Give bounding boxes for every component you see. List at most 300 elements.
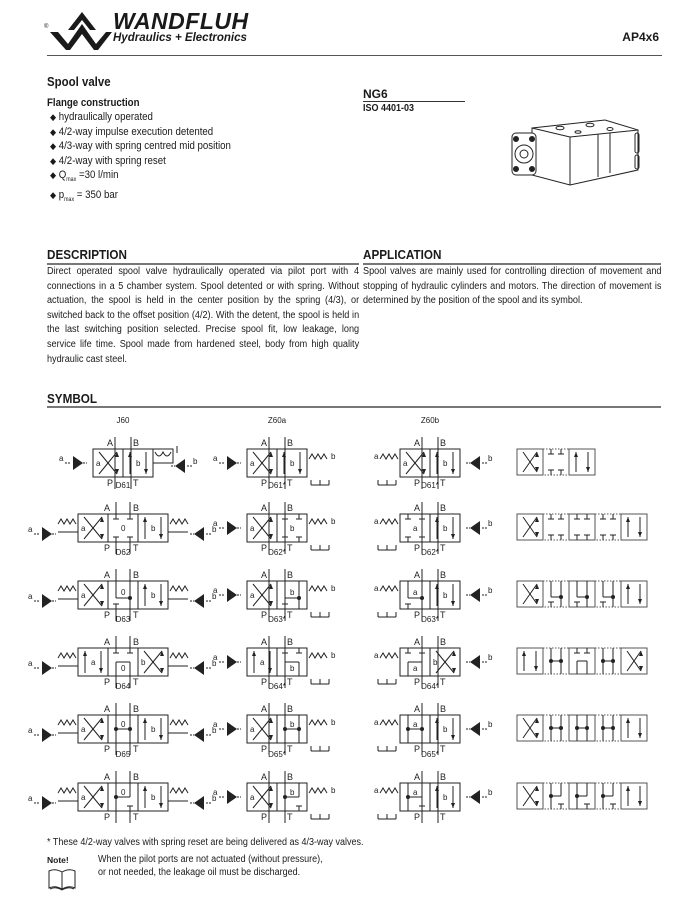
symbol-label: b	[443, 524, 448, 533]
symbol-label: B	[133, 704, 140, 714]
symbol-d64-star	[374, 682, 493, 755]
spring-icon	[380, 519, 398, 524]
symbol-label: D65	[115, 750, 131, 759]
wandfluh-logo	[50, 10, 112, 50]
detent-icon	[155, 452, 171, 456]
symbol-label: b	[290, 588, 295, 597]
symbol-label: A	[413, 704, 420, 714]
symbol-label: D62*	[421, 548, 439, 557]
pilot-triangle-icon	[42, 661, 52, 675]
pilot-triangle-icon	[470, 521, 480, 535]
symbol-label: b	[488, 788, 493, 797]
symbol-label: a	[81, 725, 86, 734]
junction-dot	[297, 727, 301, 731]
spring-icon	[58, 788, 76, 793]
symbol-label: b	[331, 651, 336, 660]
spring-icon	[170, 788, 188, 793]
pilot-triangle-icon	[194, 527, 204, 541]
symbol-label: b	[290, 664, 295, 673]
junction-dot	[297, 596, 301, 600]
symbol-label: D64*	[421, 682, 439, 691]
symbol-label: T	[440, 812, 446, 822]
application-heading: APPLICATION	[363, 247, 442, 262]
symbol-label: b	[488, 454, 493, 463]
arrow-head	[159, 601, 163, 606]
strip-cell	[517, 648, 543, 674]
symbol-label: T	[440, 677, 446, 687]
spring-icon	[58, 519, 76, 524]
strip-cell	[621, 783, 647, 809]
symbol-d61-star	[213, 481, 336, 554]
symbol-label: B	[287, 438, 294, 448]
pilot-triangle-icon	[194, 594, 204, 608]
symbol-label: T	[440, 478, 446, 488]
symbol-label: A	[103, 570, 110, 580]
symbol-label: a	[374, 718, 379, 727]
symbol-label: a	[213, 454, 218, 463]
junction-dot	[114, 795, 118, 799]
pilot-triangle-icon	[42, 527, 52, 541]
symbol-label: a	[213, 720, 218, 729]
nominal-size: NG6	[363, 87, 388, 101]
symbol-label: T	[133, 812, 139, 822]
symbol-label: B	[133, 438, 140, 448]
junction-dot	[128, 727, 132, 731]
arrow-head	[638, 532, 642, 537]
symbol-label: P	[103, 677, 110, 687]
symbol-label: D61*	[421, 481, 439, 490]
symbol-d65-star	[374, 750, 493, 823]
spring-icon	[309, 720, 327, 725]
symbol-label: b	[212, 659, 217, 668]
symbol-label: b	[151, 725, 156, 734]
symbol-label: a	[260, 658, 265, 667]
arrow-head	[159, 735, 163, 740]
feature-item: ◆ hydraulically operated	[50, 111, 153, 123]
brand-tagline: Hydraulics + Electronics	[113, 32, 247, 44]
bullet-icon: ◆	[50, 141, 57, 152]
symbol-label: T	[133, 478, 139, 488]
symbol-strip	[517, 648, 647, 674]
junction-dot	[601, 659, 605, 663]
symbol-label: T	[287, 610, 293, 620]
symbol-label: b	[488, 586, 493, 595]
symbol-label: 0	[121, 664, 126, 673]
symbol-label: P	[103, 744, 110, 754]
symbol-label: 0	[121, 588, 126, 597]
junction-dot	[559, 659, 563, 663]
symbol-label: P	[103, 812, 110, 822]
symbol-label: a	[28, 726, 33, 735]
pilot-triangle-icon	[470, 790, 480, 804]
strip-cell	[543, 449, 569, 475]
symbol-strip	[517, 514, 647, 540]
arrow-head	[83, 651, 87, 656]
footnote: * These 4/2-way valves with spring reset are being delivered as 4/3-way valves.	[47, 837, 364, 848]
symbol-label: T	[440, 543, 446, 553]
junction-dot	[601, 726, 605, 730]
symbol-d62	[28, 548, 217, 621]
product-code: AP4x6	[622, 30, 659, 44]
symbol-label: b	[290, 788, 295, 797]
symbol-d65	[28, 750, 217, 823]
symbol-label: D62	[115, 548, 131, 557]
symbol-label: b	[443, 793, 448, 802]
spring-icon	[170, 586, 188, 591]
header-divider	[47, 55, 662, 56]
symbol-label: a	[250, 591, 255, 600]
spring-icon	[309, 586, 327, 591]
symbol-label: b	[212, 726, 217, 735]
symbol-label: b	[488, 653, 493, 662]
junction-dot	[585, 726, 589, 730]
strip-cell	[621, 581, 647, 607]
symbol-label: B	[287, 570, 294, 580]
symbol-label: b	[141, 658, 146, 667]
symbol-label: 0	[121, 720, 126, 729]
arrow-head	[451, 601, 455, 606]
spring-icon	[58, 653, 76, 658]
book-icon	[47, 867, 77, 896]
symbol-label: a	[81, 524, 86, 533]
symbol-label: D63*	[268, 615, 286, 624]
symbol-label: b	[488, 720, 493, 729]
symbol-label: a	[213, 653, 218, 662]
arrow-head	[143, 786, 147, 791]
junction-dot	[549, 726, 553, 730]
symbol-label: D64	[115, 682, 131, 691]
symbol-label: T	[287, 478, 293, 488]
pilot-triangle-icon	[470, 456, 480, 470]
spring-icon	[170, 653, 188, 658]
symbol-label: A	[413, 772, 420, 782]
pilot-triangle-icon	[194, 661, 204, 675]
spring-icon	[58, 720, 76, 725]
symbol-label: b	[290, 459, 295, 468]
symbol-label: b	[151, 793, 156, 802]
symbol-label: B	[133, 503, 140, 513]
pilot-triangle-icon	[227, 722, 237, 736]
symbol-d64	[28, 682, 217, 755]
spool-valve-drawing-icon	[510, 115, 640, 190]
arrow-head	[626, 718, 630, 723]
pilot-triangle-icon	[42, 796, 52, 810]
spring-icon	[309, 788, 327, 793]
bullet-icon: ◆	[50, 155, 57, 166]
symbol-label: b	[443, 459, 448, 468]
symbol-label: a	[250, 524, 255, 533]
symbol-label: a	[413, 524, 418, 533]
symbol-label: B	[133, 637, 140, 647]
symbol-label: 0	[121, 524, 126, 533]
symbol-label: B	[440, 438, 447, 448]
symbol-label: T	[133, 610, 139, 620]
symbol-label: A	[103, 704, 110, 714]
symbol-label: B	[440, 637, 447, 647]
junction-dot	[601, 794, 605, 798]
symbol-label: a	[374, 517, 379, 526]
symbol-label: b	[212, 525, 217, 534]
symbol-label: a	[413, 720, 418, 729]
pilot-triangle-icon	[227, 588, 237, 602]
symbol-label: B	[440, 570, 447, 580]
pilot-triangle-icon	[194, 728, 204, 742]
symbol-label: P	[103, 543, 110, 553]
symbol-label: a	[59, 454, 64, 463]
feature-q-max: ◆ $Q_{max} =30$ l/min	[50, 169, 119, 184]
symbol-label: D63*	[421, 615, 439, 624]
symbol-label: b	[433, 658, 438, 667]
symbol-strip	[517, 581, 647, 607]
arrow-head	[143, 584, 147, 589]
symbol-label: P	[413, 610, 420, 620]
symbol-label: b	[136, 459, 141, 468]
application-text: Spool valves are mainly used for controlling direction of movement and stopping of hydraulic cylinders and motors. The direction of movement is determined by the position of the spool and its symbol.	[363, 266, 662, 307]
symbol-label: B	[133, 772, 140, 782]
symbol-label: P	[260, 543, 267, 553]
arrow-head	[298, 469, 302, 474]
symbol-diagrams	[0, 415, 689, 835]
symbol-label: A	[103, 637, 110, 647]
symbol-label: a	[413, 588, 418, 597]
arrow-head	[626, 584, 630, 589]
valve-illustration	[510, 115, 640, 190]
symbol-label: P	[103, 610, 110, 620]
symbol-label: T	[133, 677, 139, 687]
pilot-triangle-icon	[227, 790, 237, 804]
symbol-label: T	[440, 610, 446, 620]
symbol-label: a	[374, 452, 379, 461]
symbol-label: A	[413, 438, 420, 448]
symbol-label: A	[260, 438, 267, 448]
symbol-label: B	[133, 570, 140, 580]
symbol-d65-star	[213, 750, 336, 823]
symbol-label: P	[260, 610, 267, 620]
symbol-label: a	[213, 788, 218, 797]
symbol-label: T	[440, 744, 446, 754]
symbol-label: A	[260, 503, 267, 513]
symbol-label: T	[133, 744, 139, 754]
arrow-head	[252, 651, 256, 656]
feature-item: ◆ 4/2-way impulse execution detented	[50, 125, 214, 138]
description-text: Direct operated spool valve hydraulically operated via pilot port with 4 connections in a 5 chamber system. Spool detented or with spring. Without actuation, the spool is held in the center position by the spring (4/3), or switched back to the offset position (4/2). With the detent, the spool is held in the last switching position selected. Precise spool fit, low leakage, long service life time. Spool made from hardened steel, body from high quality hydraulic cast steel.	[47, 266, 360, 365]
symbol-label: D61*	[268, 481, 286, 490]
symbol-strip	[517, 715, 647, 741]
symbol-label: D64*	[268, 682, 286, 691]
arrow-head	[143, 718, 147, 723]
bullet-icon: ◆	[50, 112, 57, 122]
symbol-label: P	[106, 478, 113, 488]
arrow-head	[574, 452, 578, 457]
arrow-head	[626, 786, 630, 791]
arrow-head	[522, 651, 526, 656]
note-text: When the pilot ports are not actuated (without pressure), or not needed, the leakage oil must be discharged.	[98, 854, 323, 878]
symbol-label: a	[28, 592, 33, 601]
junction-dot	[559, 595, 563, 599]
symbol-label: D63	[115, 615, 131, 624]
symbol-label: a	[91, 658, 96, 667]
junction-dot	[611, 659, 615, 663]
symbol-d63-star	[374, 615, 493, 688]
spring-icon	[170, 720, 188, 725]
symbol-label: a	[374, 786, 379, 795]
symbol-divider	[47, 406, 661, 408]
arrow-head	[159, 803, 163, 808]
symbol-label: b	[212, 592, 217, 601]
symbol-label: a	[213, 519, 218, 528]
symbol-label: a	[250, 725, 255, 734]
feature-item: ◆ 4/3-way with spring centred mid position	[50, 140, 231, 153]
arrow-head	[159, 534, 163, 539]
spring-icon	[309, 653, 327, 658]
junction-dot	[611, 726, 615, 730]
junction-dot	[575, 726, 579, 730]
junction-dot	[585, 595, 589, 599]
symbol-d62-star	[213, 548, 336, 621]
symbol-label: T	[287, 812, 293, 822]
pilot-triangle-icon	[227, 456, 237, 470]
registered-mark: ®	[44, 24, 49, 30]
arrow-head	[144, 469, 148, 474]
symbol-label: a	[81, 591, 86, 600]
junction-dot	[559, 726, 563, 730]
junction-dot	[549, 659, 553, 663]
strip-cell	[595, 514, 621, 540]
symbol-label: D65*	[268, 750, 286, 759]
symbol-label: b	[443, 591, 448, 600]
symbol-label: A	[260, 704, 267, 714]
symbol-label: T	[133, 543, 139, 553]
symbol-label: D61	[115, 481, 131, 490]
pilot-triangle-icon	[42, 728, 52, 742]
symbol-label: Z60b	[420, 416, 440, 425]
feature-item: ◆ 4/2-way with spring reset	[50, 154, 166, 167]
pilot-triangle-icon	[42, 594, 52, 608]
symbol-label: b	[331, 786, 336, 795]
symbol-label: b	[151, 591, 156, 600]
pilot-triangle-icon	[194, 796, 204, 810]
junction-dot	[114, 727, 118, 731]
symbol-label: b	[212, 794, 217, 803]
arrow-head	[99, 668, 103, 673]
arrow-head	[451, 803, 455, 808]
strip-cell	[621, 715, 647, 741]
symbol-label: D62*	[268, 548, 286, 557]
junction-dot	[549, 794, 553, 798]
arrow-head	[451, 469, 455, 474]
symbol-label: A	[260, 772, 267, 782]
spring-icon	[309, 454, 327, 459]
symbol-label: a	[413, 788, 418, 797]
symbol-label: a	[413, 664, 418, 673]
symbol-label: A	[106, 438, 113, 448]
strip-cell	[569, 581, 595, 607]
symbol-label: a	[28, 659, 33, 668]
symbol-label: P	[260, 744, 267, 754]
symbol-label: A	[103, 503, 110, 513]
arrow-head	[638, 801, 642, 806]
symbol-label: B	[440, 704, 447, 714]
symbol-d61	[28, 481, 217, 554]
strip-cell	[595, 581, 621, 607]
symbol-label: A	[260, 637, 267, 647]
description-heading: DESCRIPTION	[47, 247, 127, 262]
symbol-label: a	[403, 459, 408, 468]
bullet-icon: ◆	[50, 190, 57, 201]
junction-dot	[128, 596, 132, 600]
spring-icon	[170, 519, 188, 524]
arrow-head	[626, 517, 630, 522]
symbol-label: a	[374, 584, 379, 593]
feature-p-max: ◆ $p_{max} = 350$ bar	[50, 189, 118, 204]
symbol-label: T	[287, 543, 293, 553]
symbol-d61-star	[374, 481, 493, 554]
strip-cell	[543, 581, 569, 607]
note-label: Note!	[47, 855, 69, 865]
arrow-head	[143, 517, 147, 522]
symbol-label: P	[260, 677, 267, 687]
spring-icon	[58, 586, 76, 591]
symbol-label: B	[287, 704, 294, 714]
pilot-triangle-icon	[470, 655, 480, 669]
symbol-label: P	[413, 744, 420, 754]
symbol-label: b	[290, 720, 295, 729]
symbol-strip	[517, 449, 595, 475]
symbol-label: T	[287, 744, 293, 754]
symbol-label: a	[96, 459, 101, 468]
symbol-label: a	[374, 651, 379, 660]
symbol-d63	[28, 615, 217, 688]
symbol-label: D65*	[421, 750, 439, 759]
symbol-label: B	[287, 503, 294, 513]
size-divider	[363, 101, 465, 102]
symbol-label: P	[260, 478, 267, 488]
symbol-label: b	[331, 452, 336, 461]
symbol-label: a	[250, 459, 255, 468]
strip-cell	[543, 514, 569, 540]
symbol-label: A	[260, 570, 267, 580]
junction-dot	[611, 595, 615, 599]
spring-icon	[309, 519, 327, 524]
symbol-heading: SYMBOL	[47, 391, 98, 406]
arrow-head	[534, 666, 538, 671]
symbol-label: b	[331, 718, 336, 727]
brand-name: WANDFLUH	[113, 8, 249, 34]
symbol-label: 0	[121, 788, 126, 797]
feature-list	[50, 110, 231, 208]
spring-icon	[380, 653, 398, 658]
symbol-label: b	[488, 519, 493, 528]
symbol-label: A	[413, 503, 420, 513]
symbol-label: B	[287, 772, 294, 782]
symbol-label: B	[440, 772, 447, 782]
logo-mark-icon	[50, 10, 112, 50]
spring-icon	[380, 454, 398, 459]
symbol-label: Z60a	[267, 416, 287, 425]
symbol-label: a	[213, 586, 218, 595]
strip-cell	[569, 514, 595, 540]
symbol-label: A	[413, 637, 420, 647]
symbol-label: b	[331, 584, 336, 593]
subtitle: Flange construction	[47, 97, 140, 109]
page-title: Spool valve	[47, 74, 111, 89]
junction-dot	[575, 794, 579, 798]
symbol-label: T	[287, 677, 293, 687]
symbol-label: B	[287, 637, 294, 647]
spring-icon	[380, 720, 398, 725]
symbol-label: P	[413, 543, 420, 553]
symbol-label: a	[28, 525, 33, 534]
